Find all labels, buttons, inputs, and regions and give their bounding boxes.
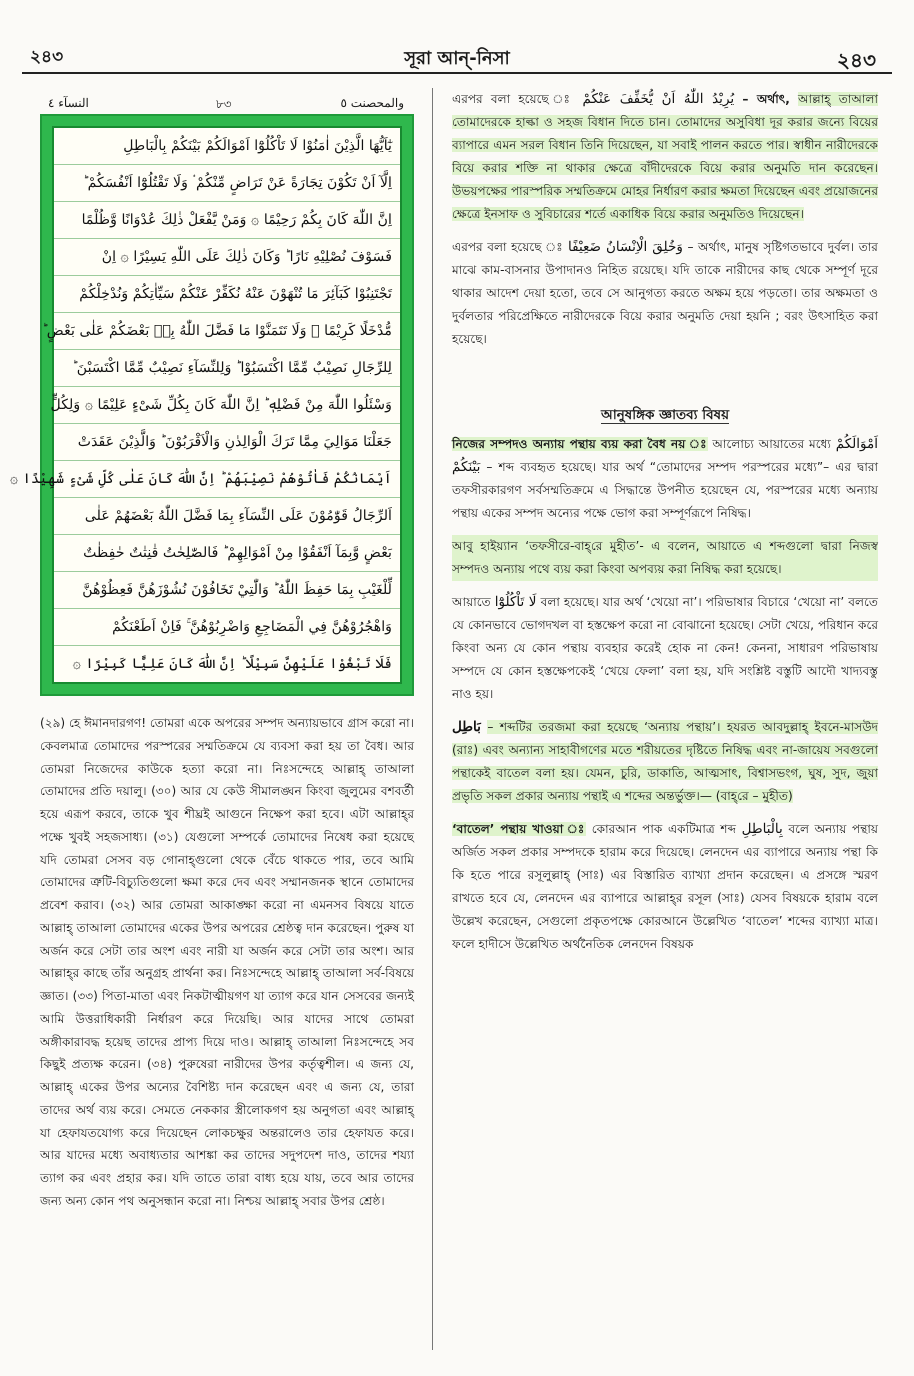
running-title: সূরা আন্-নিসা [404,48,510,69]
commentary-paragraph [452,716,878,808]
commentary-intro: এরপর বলা হয়েছে ঃ [452,92,575,106]
commentary-text: – শব্দ ব্যবহৃত হয়েছে। যার অর্থ “তোমাদের সম্পদ পরস্পরের মধ্যে”– এর দ্বারা তফসীরকারগণ সর্বসম্মতিক্রমে এ সিদ্ধান্তে উপনীত হয়েছেন যে, পরস্পরের মধ্যে অন্যায় পন্থায় একের সম্পদ অন্যের পক্ষে ভোগ করা সম্পূর্ণরূপে নিষিদ্ধ। [452,460,878,520]
section-heading-text: আনুষঙ্গিক জ্ঞাতব্য বিষয় [600,407,730,423]
quran-text-panel [9,126,402,684]
quran-text-frame [9,114,414,696]
commentary-lead: – অর্থাৎ, মানুষ [687,240,759,254]
quran-line: وَاهْجُرُوْهُنَّ فِي الْمَضَاجِعِ وَاضْرِبُوْهُنَّ ۚ فَاِنْ اَطَعْنَكُمْ [54,609,400,646]
commentary-text: বলা হয়েছে। যার অর্থ ‘খেয়ো না’। পরিভাষার বিচারে ‘খেয়ো না’ বলতে যে কোনভাবে ভোগদখল বা হস্তক্ষেপ করো না বোঝানো হয়েছে। সেটা খেয়ে, পরিধান করে কিংবা অন্য যে কোন পন্থায় ব্যবহার করেই হোক না কেন! কেননা, সাধারণ পরিভাষায় সম্পদে যে কোন হস্তক্ষেপকেই ‘খেয়ে ফেলা’ বলা হয়, যদি সংশ্লিষ্ট বস্তুটি আদৌ খাদ্যবস্তু নাও হয়। [452,595,878,701]
commentary-paragraph [452,236,878,351]
arabic-quote: وَخُلِقَ الْاِنْسَانُ ضَعِيْفًا [568,239,683,255]
column-divider [432,88,433,1350]
arabic-quote: بَاطِل [452,719,481,735]
commentary-paragraph [452,433,878,525]
arabic-quote: يُرِيْدُ اللّٰهُ اَنْ يُّخَفِّفَ عَنْكُمْ [582,91,735,107]
quran-page-meta [40,92,410,114]
commentary-text: বলে অন্যায় পন্থায় অর্জিত সকল প্রকার সম্পদকে হারাম করে দিয়েছে। লেনদেন এর ব্যাপারে অন্যায় পন্থা কি কি হতে পারে রসূলুল্লাহ্ (সাঃ) এর বিস্তারিত ব্যাখ্যা প্রদান করেছেন। এ প্রসঙ্গে স্মরণ রাখতে হবে যে, লেনদেন এর ব্যাপারে আল্লাহ্‌র রসূল (সাঃ) যেসব বিষয়কে হারাম বলে উল্লেখ করেছেন, সেগুলো প্রকৃতপক্ষে কোরআনে উল্লেখিত ‘বাতেল’ শব্দের ব্যাখ্যা মাত্র। ফলে হাদীসে উল্লেখিত অর্থনৈতিক লেনদেন বিষয়ক [452,822,879,951]
quran-line: اِنَّ اللّٰهَ كَانَ بِكُمْ رَحِيْمًا ۞ وَمَنْ يَّفْعَلْ ذٰلِكَ عُدْوَانًا وَّظُلْمًا [54,202,400,239]
commentary-lead: – অর্থাৎ, [742,92,790,106]
surah-label: النسآء ٤ [48,96,89,110]
page-number-left: ২৪৩ [30,47,64,67]
quran-line: فَسَوْفَ نُصْلِيْهِ نَارًا ؕ وَكَانَ ذٰلِكَ عَلَى اللّٰهِ يَسِيْرًا ۞ اِنْ [54,239,400,276]
arabic-quote: لَا تَاْكُلُوْٓا [494,594,537,610]
commentary-text: – শব্দটির তরজমা করা হয়েছে ‘অন্যায় পন্থায়’। হযরত আবদুল্লাহ্ ইবনে-মাসউদ (রাঃ) এবং অন্যান্য সাহাবীগণের মতে শরীয়তের দৃষ্টিতে নিষিদ্ধ এবং না-জায়েয সবগুলো পন্থাকেই বাতেল বলা হয়। যেমন, চুরি, ডাকাতি, আত্মসাৎ, বিশ্বাসভংগ, ঘুষ, সুদ, জুয়া প্রভৃতি সকল প্রকার অন্যায় পন্থাই এ শব্দের অন্তর্ভুক্ত।— (বাহ্‌রে – মুহীত) [452,720,878,803]
commentary-text: আলোচ্য আয়াতের মধ্যে [712,437,831,451]
quran-line: لِلرِّجَالِ نَصِيْبٌ مِّمَّا اكْتَسَبُوْا ؕ وَلِلنِّسَآءِ نَصِيْبٌ مِّمَّا اكْتَسَبْنَ ؕ [54,350,400,387]
quran-line: مُّدْخَلًا كَرِيْمًا ۞ وَلَا تَتَمَنَّوْا مَا فَضَّلَ اللّٰهُ بِهٖ بَعْضَكُمْ عَلٰى بَعْضٍ ؕ [54,313,400,350]
page-header [0,0,914,96]
bengali-translation: (২৯) হে ঈমানদারগণ! তোমরা একে অপরের সম্পদ অন্যায়ভাবে গ্রাস করো না। কেবলমাত্র তোমাদের পরস্পরের সম্মতিক্রমে যে ব্যবসা করা হয় তা বৈধ। আর তোমরা নিজেদের কাউকে হত্যা করো না। নিঃসন্দেহে আল্লাহ্ তাআলা তোমাদের প্রতি দয়ালু। (৩০) আর যে কেউ সীমালঙ্ঘন কিংবা জুলুমের বশবর্তী হয়ে এরূপ করবে, তাকে খুব শীঘ্রই আগুনে নিক্ষেপ করা হবে। এটা আল্লাহ্‌র পক্ষে খুবই সহজসাধ্য। (৩১) যেগুলো সম্পর্কে তোমাদের নিষেধ করা হয়েছে যদি তোমরা সেসব বড় গোনাহ্‌গুলো থেকে বেঁচে থাকতে পার, তবে আমি তোমাদের ত্রুটি-বিচ্যুতিগুলো ক্ষমা করে দেব এবং সম্মানজনক স্থানে তোমাদের প্রবেশ করাব। (৩২) আর তোমরা আকাঙ্ক্ষা করো না এমনসব বিষয়ে যাতে আল্লাহ্ তাআলা তোমাদের একের উপর অপরের শ্রেষ্ঠত্ব দান করেছেন। পুরুষ যা অর্জন করে সেটা তার অংশ এবং নারী যা অর্জন করে সেটা তার অংশ। আর আল্লাহ্‌র কাছে তাঁর অনুগ্রহ প্রার্থনা কর। নিঃসন্দেহে আল্লাহ্ তাআলা সর্ব-বিষয়ে জ্ঞাত। (৩৩) পিতা-মাতা এবং নিকটাত্মীয়গণ যা ত্যাগ করে যান সেসবের জন্যই আমি উত্তরাধিকারী নির্ধারণ করে দিয়েছি। আর যাদের সাথে তোমরা অঙ্গীকারাবদ্ধ হয়েছ তাদের প্রাপ্য দিয়ে দাও। আল্লাহ্ তাআলা নিঃসন্দেহে সব কিছুই প্রত্যক্ষ করেন। (৩৪) পুরুষেরা নারীদের উপর কর্তৃত্বশীল। এ জন্য যে, আল্লাহ্ একের উপর অন্যের বৈশিষ্ট্য দান করেছেন এবং এ জন্য যে, তারা তাদের অর্থ ব্যয় করে। সেমতে নেককার স্ত্রীলোকগণ হয় অনুগতা এবং আল্লাহ্ যা হেফাযতযোগ্য করে দিয়েছেন লোকচক্ষুর অন্তরালেও তার হেফাযত করে। আর যাদের মধ্যে অবাধ্যতার আশঙ্কা কর তাদের সদুপদেশ দাও, তাদের শয্যা ত্যাগ কর এবং প্রহার কর। যদি তাতে তারা বাধ্য হয়ে যায়, তবে আর তাদের জন্য অন্য কোন পথ অনুসন্ধান করো না। নিশ্চয় আল্লাহ্ সবার উপর শ্রেষ্ঠ। [40,716,414,1208]
commentary-body: আল্লাহ্ তাআলা তোমাদেরকে হাল্কা ও সহজ বিধান দিতে চান। তোমাদের অসুবিধা দূর করার জন্যে বিয়ের ব্যাপারে এমন সরল বিধান তিনি দিয়েছেন, যা সবাই পালন করতে পার। স্বাধীন নারীদেরকে বিয়ে করার শক্তি না থাকার ক্ষেত্রে বাঁদীদেরকে বিয়ে করার অনুমতি দান করেছেন। উভয়পক্ষের পারস্পরিক সম্মতিক্রমে মোহর নির্ধারণ করার ক্ষমতা দিয়েছেন এবং প্রয়োজনের ক্ষেত্রে ইনসাফ ও সুবিচারের শর্তে একাধিক বিয়ে করার অনুমতিও দিয়েছেন। [452,92,878,221]
paragraph-heading: ‘বাতেল’ পন্থায় খাওয়া ঃ [452,822,587,836]
commentary-paragraph [452,88,878,226]
arabic-quote: اَمْوَالَكُمْ بَيْنَكُمْ [452,436,878,475]
quran-line: جَعَلْنَا مَوَالِيَ مِمَّا تَرَكَ الْوَالِدٰنِ وَالْاَقْرَبُوْنَ ؕ وَالَّذِيْنَ عَقَدَتْ [54,424,400,461]
commentary-paragraph: আবু হাইয়্যান ‘তফসীরে-বাহ্‌রে মুহীত’- এ বলেন, আয়াতে এ শব্দগুলো দ্বারা নিজস্ব সম্পদও অন্যায় পথে ব্যয় করা কিংবা অপব্যয় করা নিষিদ্ধ করা হয়েছে। [452,535,878,581]
quran-line: فَلَا تَبْغُوْا عَلَيْهِنَّ سَبِيْلًا ؕ اِنَّ اللّٰهَ كَانَ عَلِيًّا كَبِيْرًا ۞ [72,656,392,672]
quran-line: وَسْئَلُوا اللّٰهَ مِنْ فَضْلِهٖ ؕ اِنَّ اللّٰهَ كَانَ بِكُلِّ شَیْءٍ عَلِيْمًا ۞ وَلِكُلٍّ [54,387,400,424]
commentary-text: আয়াতে [452,595,491,609]
commentary-paragraph [452,818,878,956]
commentary-paragraph [452,591,878,706]
page-number-right: ২৪৩ [837,48,876,72]
arabic-quote: بِالْبَاطِلِ [741,821,783,837]
quran-page-number: ৮৩ [216,97,232,111]
quran-line: اِلَّآ اَنْ تَكُوْنَ تِجَارَةً عَنْ تَرَاضٍ مِّنْكُمْ ۟ وَلَا تَقْتُلُوْٓا اَنْفُسَكُمْ ؕ [54,165,400,202]
quran-line: يٰٓاَيُّهَا الَّذِيْنَ اٰمَنُوْا لَا تَاْكُلُوْٓا اَمْوَالَكُمْ بَيْنَكُمْ بِالْبَاطِلِ [54,128,400,165]
section-heading [452,403,878,427]
quran-line: تَجْتَنِبُوْا كَبَآئِرَ مَا تُنْهَوْنَ عَنْهُ نُكَفِّرْ عَنْكُمْ سَيِّاٰتِكُمْ وَنُدْخِلْكُمْ [54,276,400,313]
paragraph-heading: নিজের সম্পদও অন্যায় পন্থায় ব্যয় করা বৈধ নয় ঃ [452,437,708,451]
quran-line: بَعْضٍ وَّبِمَآ اَنْفَقُوْا مِنْ اَمْوَالِهِمْ ؕ فَالصّٰلِحٰتُ قٰنِتٰتٌ حٰفِظٰتٌ [54,535,400,572]
juz-label: والمحصنت ٥ [340,96,404,110]
quran-line: اَلرِّجَالُ قَوّٰمُوْنَ عَلَى النِّسَآءِ بِمَا فَضَّلَ اللّٰهُ بَعْضَهُمْ عَلٰى [54,498,400,535]
commentary-body: সৃষ্টিগতভাবে দুর্বল। তার মাঝে কাম-বাসনার উপাদানও নিহিত রয়েছে। যদি তাকে নারীদের কাছ থেকে সম্পূর্ণ দূরে থাকার আদেশ দেয়া হতো, তবে সে আনুগত্য করতে অক্ষম হয়ে পড়তো। তার অক্ষমতা ও দুর্বলতার পরিপ্রেক্ষিতে নারীদেরকে বিয়ে করার অনুমতি দেয়া হয়নি ; বরং উৎসাহিত করা হয়েছে। [452,240,878,346]
commentary-column [452,88,878,956]
header-rule [22,72,892,74]
quran-line: لِّلْغَيْبِ بِمَا حَفِظَ اللّٰهُ ؕ وَالّٰتِيْ تَخَافُوْنَ نُشُوْزَهُنَّ فَعِظُوْهُنَّ [54,572,400,609]
commentary-text: কোরআন পাক একটিমাত্র শব্দ [591,822,737,836]
commentary-intro: এরপর বলা হয়েছে ঃ [452,240,564,254]
quran-line: اَيْمَانُكُمْ فَاٰتُوْهُمْ نَصِيْبَهُمْ ؕ اِنَّ اللّٰهَ كَانَ عَلٰى كُلِّ شَیْءٍ شَهِيْدًا ۞ [54,461,400,498]
